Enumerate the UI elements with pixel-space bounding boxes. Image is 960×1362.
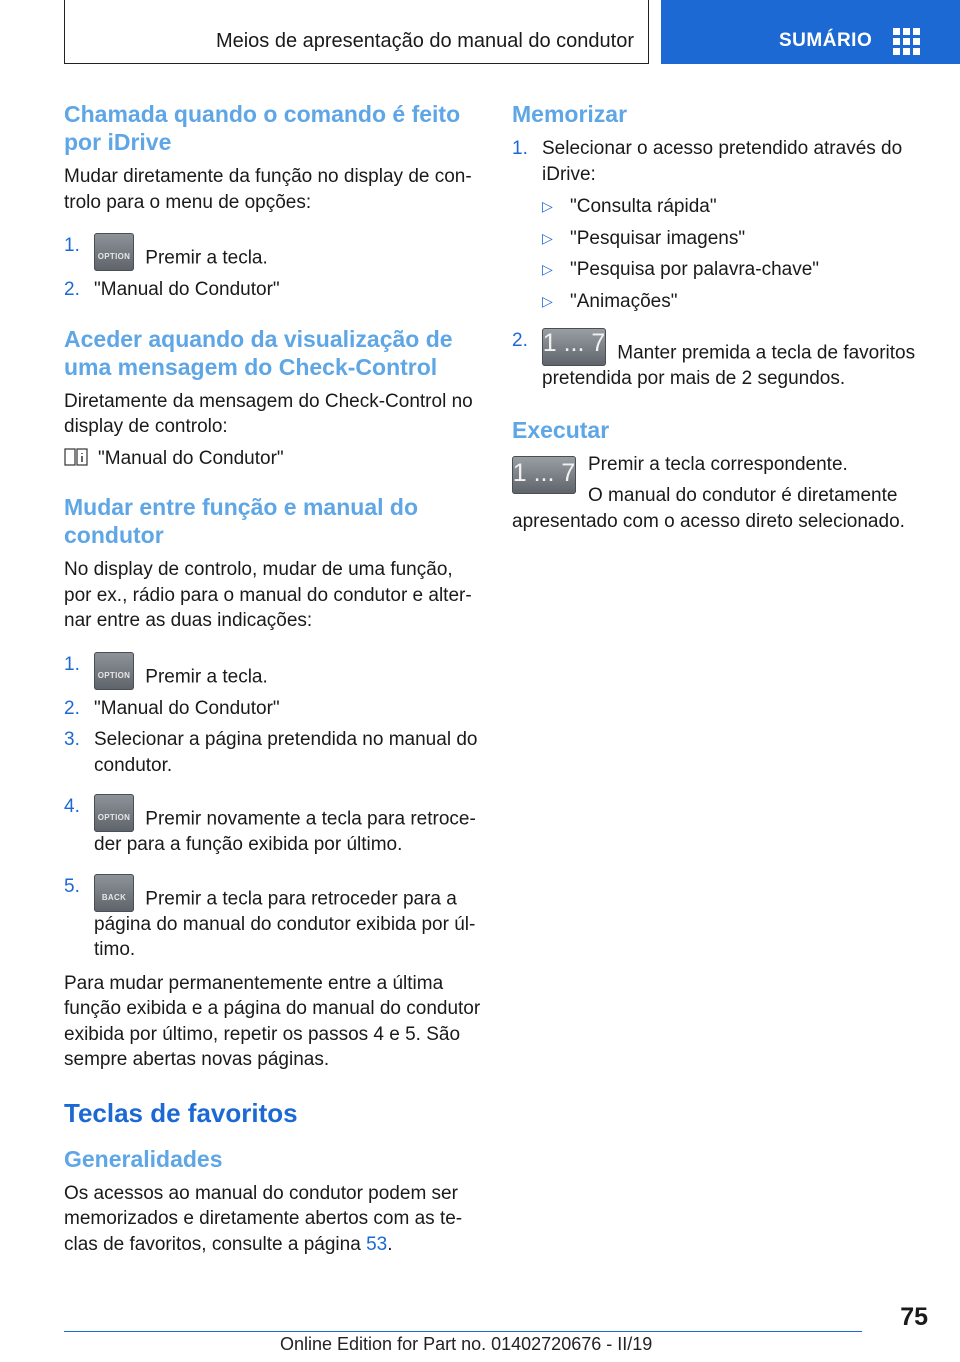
check-control-item [64,446,482,472]
main-title-favorites: Teclas de favoritos [64,1097,298,1128]
step-text: Selecionar a página pretendida no manual do condutor. [94,729,478,776]
section-title-memorize: Memorizar [512,101,628,127]
header-title: Meios de apresentação do manual do condutor [215,30,634,52]
favorite-key-icon: 1 ... 7 [512,456,576,494]
list-item [512,328,922,392]
step-text: Manter premida a tecla de favoritos pretendida por mais de 2 segundos. [542,342,916,389]
option-key-icon: OPTION [94,233,134,271]
bullet-item: ▷ "Pesquisa por palavra-chave" [512,257,922,283]
list-item [64,277,482,303]
grid-menu-icon [893,28,921,56]
list-item [64,727,482,778]
list-item [512,136,922,187]
triangle-bullet-icon: ▷ [542,198,553,214]
triangle-bullet-icon: ▷ [542,229,553,246]
step-text: Selecionar o acesso pretendido através do iDrive: [542,138,903,185]
list-item [64,874,482,963]
section-title-check-control: Aceder aquando da visualização de uma mensagem do Check-Control [64,325,453,380]
section-text-general: Os acessos ao manual do condutor podem ser memorizados e diretamente abertos com as te-clas de favoritos, consulte a página 53. [64,1182,463,1255]
section-text-idrive: Mudar diretamente da função no display de con-trolo para o menu de opções: [64,166,472,213]
switch-note: Para mudar permanentemente entre a última função exibida e a página do manual do condutor exibida por último, repetir os passos 4 e 5. São sempre abertas novas páginas. [64,972,481,1070]
bullet-item: ▷ "Consulta rápida" [512,194,922,220]
page-number: 75 [900,1303,928,1331]
right-column [512,100,922,534]
step-text: Premir a tecla. [145,247,268,269]
option-key-icon: OPTION [94,794,134,832]
section-title-general: Generalidades [64,1145,223,1172]
step-number: 3. [64,729,80,750]
step-number: 1. [512,138,528,159]
back-key-icon: BACK [94,874,134,912]
step-number: 1. [64,653,80,675]
step-text: Premir a tecla. [145,666,268,687]
step-number: 2. [512,330,528,351]
option-key-icon: OPTION [94,652,134,690]
section-text-switch: No display de controlo, mudar de uma função, por ex., rádio para o manual do condutor e alter-nar entre as duas indicações: [64,559,472,631]
step-text: Premir novamente a tecla para retroce-der para a função exibida por último. [94,808,476,855]
left-column [64,100,482,1257]
list-item [64,233,482,271]
step-number: 1. [64,235,80,256]
section-title-execute: Executar [512,416,610,443]
footer-divider [64,1331,862,1332]
footer-edition: Online Edition for Part no. 01402720676 - II/19 [280,1334,653,1354]
triangle-bullet-icon: ▷ [542,292,553,309]
list-item [64,794,482,858]
bullet-item: ▷ "Animações" [512,289,922,315]
header-bar [64,0,649,64]
section-title-idrive: Chamada quando o comando é feito por iDrive [64,101,461,155]
step-number: 5. [64,875,80,897]
triangle-bullet-icon: ▷ [542,261,553,277]
step-number: 2. [64,279,80,300]
list-item [64,652,482,690]
step-text: Premir a tecla para retroceder para a página do manual do condutor exibida por úl-timo. [94,888,476,960]
step-text: "Manual do Condutor" [94,697,280,719]
list-item [64,696,482,722]
step-text: "Manual do Condutor" [94,279,280,300]
execute-line-1: Premir a tecla correspondente. [588,453,848,475]
summary-button[interactable] [661,0,960,64]
summary-label: SUMÁRIO [779,30,873,51]
favorite-key-icon: 1 ... 7 [542,328,606,366]
manual-book-icon [64,448,88,466]
step-number: 4. [64,796,80,817]
section-text-check-control: Diretamente da mensagem do Check-Control no display de controlo: [64,390,473,437]
check-control-item-text: "Manual do Condutor" [98,447,284,469]
bullet-item: ▷ "Pesquisar imagens" [512,226,922,252]
execute-line-2: O manual do condutor é diretamente apresentado com o acesso direto selecionado. [512,485,905,532]
execute-block [512,452,922,535]
page-link[interactable]: 53 [366,1233,388,1255]
section-title-switch: Mudar entre função e manual do condutor [64,494,418,548]
step-number: 2. [64,697,80,719]
